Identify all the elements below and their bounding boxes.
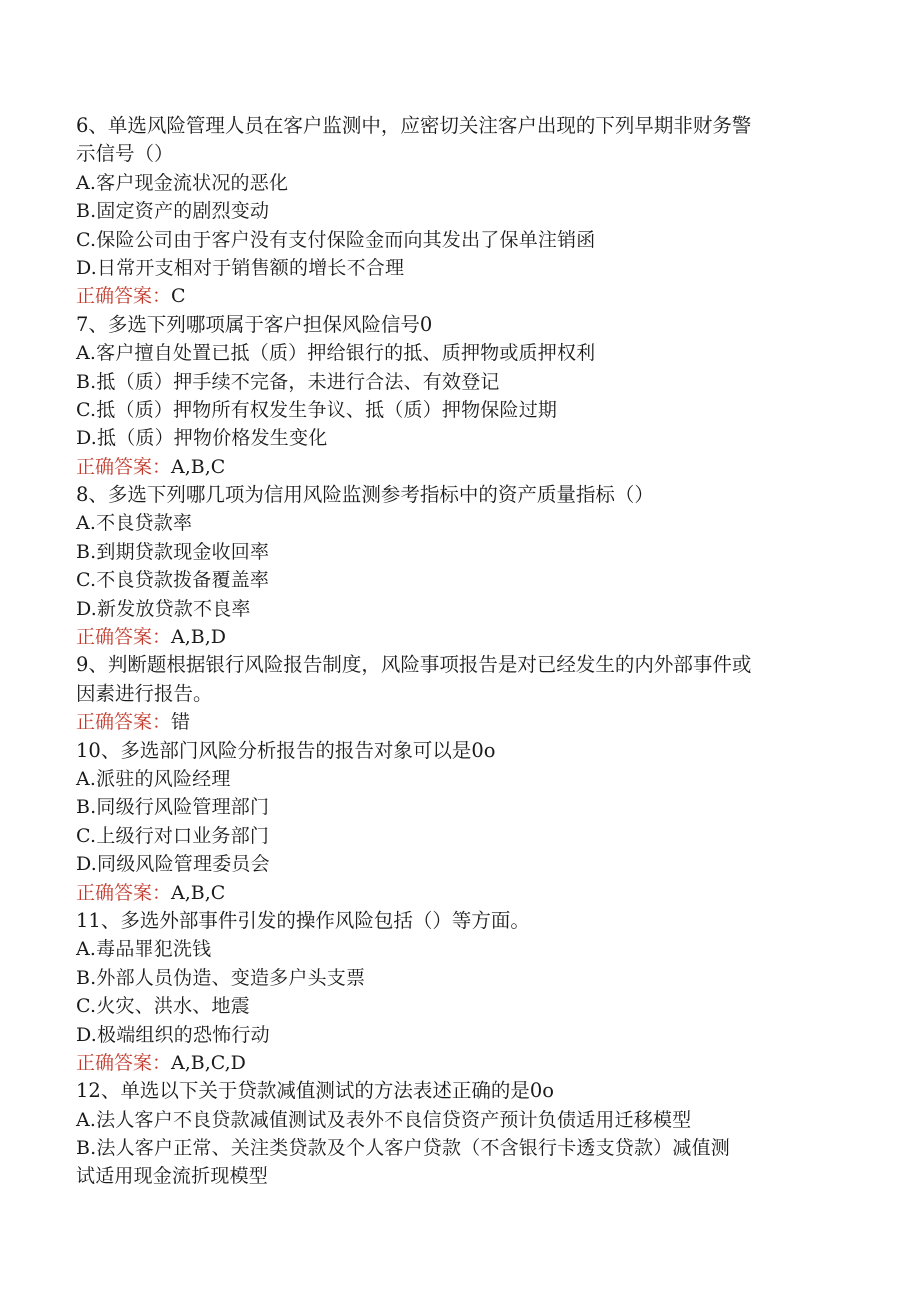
question-text: 8、多选下列哪几项为信用风险监测参考指标中的资产质量指标（） — [76, 483, 654, 507]
option-a: A.法人客户不良贷款减值测试及表外不良信贷资产预计负债适用迁移模型 — [76, 1108, 692, 1131]
option-c: C.保险公司由于客户没有支付保险金而向其发出了保单注销函 — [76, 228, 596, 251]
answer-value: A,B,C — [171, 455, 226, 478]
question-block — [76, 907, 836, 1077]
question-text: 9、判断题根据银行风险报告制度，风险事项报告是对已经发生的内外部事件或 — [76, 653, 752, 677]
option-c: C.火灾、洪水、地震 — [76, 995, 250, 1018]
option-a: A.不良贷款率 — [76, 512, 193, 535]
answer-value: A,B,D — [171, 626, 227, 649]
question-text: 12、单选以下关于贷款减值测试的方法表述正确的是0o — [76, 1079, 554, 1103]
option-b: B.外部人员伪造、变造多户头支票 — [76, 966, 366, 989]
answer-value: C — [171, 285, 186, 308]
question-text: 11、多选外部事件引发的操作风险包括（）等方面。 — [76, 908, 530, 932]
answer-value: A,B,C — [171, 881, 226, 904]
option-a: A.派驻的风险经理 — [76, 767, 231, 790]
option-b: B.到期贷款现金收回率 — [76, 540, 270, 563]
answer-label: 正确答案： — [76, 1051, 172, 1074]
option-b: B.法人客户正常、关注类贷款及个人客户贷款（不含银行卡透支贷款）减值测 — [76, 1137, 731, 1160]
option-a: A.客户擅自处置已抵（质）押给银行的抵、质押物或质押权利 — [76, 342, 596, 365]
answer-label: 正确答案： — [76, 711, 172, 734]
answer-line — [76, 623, 836, 651]
answer-line — [76, 282, 836, 310]
question-text: 示信号（） — [76, 142, 174, 166]
option-d: D.极端组织的恐怖行动 — [76, 1023, 270, 1046]
option-b: B.同级行风险管理部门 — [76, 796, 270, 819]
option-a: A.毒品罪犯洗钱 — [76, 938, 212, 961]
answer-line — [76, 708, 836, 736]
question-text: 7、多选下列哪项属于客户担保风险信号0 — [76, 312, 433, 336]
question-text: 10、多选部门风险分析报告的报告对象可以是0o — [76, 738, 496, 762]
question-block — [76, 1077, 836, 1191]
answer-line — [76, 1049, 836, 1077]
option-d: D.日常开支相对于销售额的增长不合理 — [76, 256, 405, 279]
option-d: D.新发放贷款不良率 — [76, 597, 251, 620]
option-d: D.抵（质）押物价格发生变化 — [76, 427, 328, 450]
answer-label: 正确答案： — [76, 626, 172, 649]
option-b: B.抵（质）押手续不完备，未进行合法、有效登记 — [76, 370, 500, 393]
answer-value: 错 — [171, 711, 191, 734]
document-page — [76, 112, 836, 1191]
question-text: 6、单选风险管理人员在客户监测中，应密切关注客户出现的下列早期非财务警 — [76, 114, 752, 137]
option-a: A.客户现金流状况的恶化 — [76, 171, 289, 194]
question-block — [76, 651, 836, 736]
option-c: C.不良贷款拨备覆盖率 — [76, 569, 270, 592]
answer-label: 正确答案： — [76, 285, 172, 308]
answer-line — [76, 453, 836, 481]
question-text: 因素进行报告。 — [76, 681, 213, 705]
question-block — [76, 112, 836, 311]
option-d: D.同级风险管理委员会 — [76, 853, 270, 876]
question-block — [76, 481, 836, 651]
answer-label: 正确答案： — [76, 881, 172, 904]
option-b: B.固定资产的剧烈变动 — [76, 200, 270, 223]
option-c: C.上级行对口业务部门 — [76, 824, 270, 847]
question-block — [76, 737, 836, 907]
answer-value: A,B,C,D — [171, 1051, 246, 1074]
answer-label: 正确答案： — [76, 455, 172, 478]
question-block — [76, 311, 836, 481]
answer-line — [76, 879, 836, 907]
option-c: C.抵（质）押物所有权发生争议、抵（质）押物保险过期 — [76, 398, 558, 421]
option-b-continued: 试适用现金流折现模型 — [76, 1165, 269, 1188]
